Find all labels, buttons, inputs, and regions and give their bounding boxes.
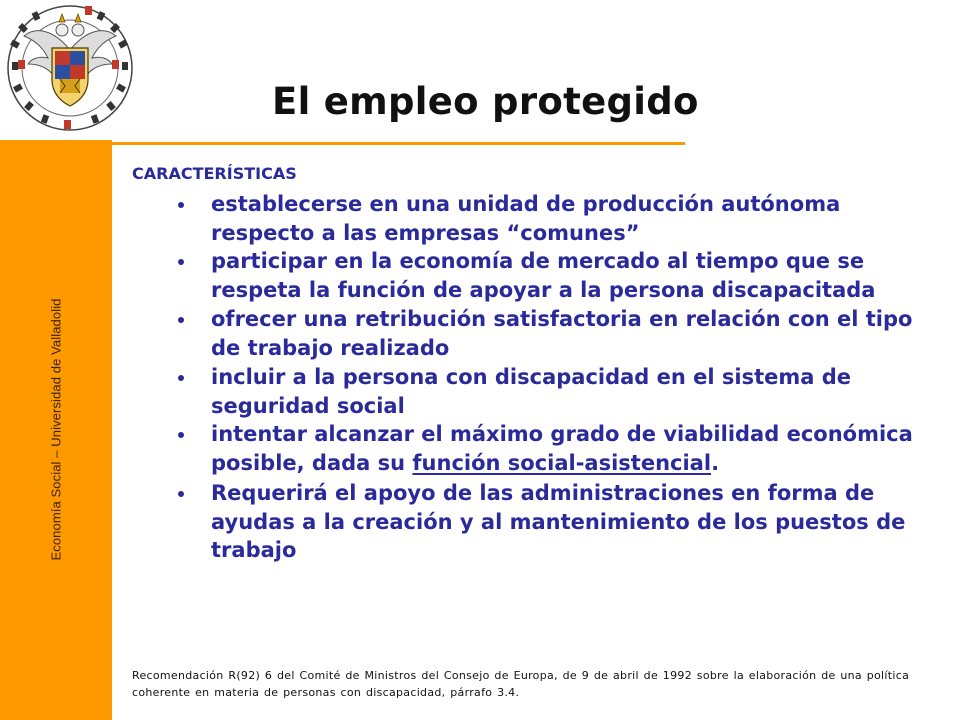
list-item-text: ofrecer una retribución satisfactoria en relación con el tipo de trabajo realizado [211,307,913,360]
characteristics-list [176,190,916,565]
bullet-dot-icon [176,257,186,267]
list-item [176,420,916,477]
bullet-dot-icon [176,315,186,325]
bullet-dot-icon [176,373,186,383]
list-item-text-start: intentar alcanzar el máximo grado de viabilidad económica posible, dada su [211,422,913,475]
bullet-dot-icon [176,489,186,499]
list-item-text: Requerirá el apoyo de las administraciones en forma de ayudas a la creación y al mantenimiento de los puestos de trabajo [211,481,906,562]
list-item [176,363,916,420]
university-crest-icon [0,0,140,140]
section-heading: CARACTERÍSTICAS [132,164,297,183]
slide-title: El empleo protegido [272,80,699,123]
list-item-text: establecerse en una unidad de producción autónoma respecto a las empresas “comunes” [211,192,841,245]
list-item [176,247,916,304]
list-item-text-end: . [711,450,720,475]
list-item [176,190,916,247]
list-item [176,479,916,565]
footnote: Recomendación R(92) 6 del Comité de Ministros del Consejo de Europa, de 9 de abril de 1992 sobre la elaboración de una política coherente en materia de personas con discapacidad, párrafo 3.4. [132,669,910,699]
list-item [176,305,916,362]
list-item-text: incluir a la persona con discapacidad en el sistema de seguridad social [211,365,852,418]
title-underline [112,142,685,145]
list-item-text: participar en la economía de mercado al tiempo que se respeta la función de apoyar a la persona discapacitada [211,249,876,302]
side-caption-text: Economía Social – Universidad de Valladolid [48,297,64,561]
bullet-dot-icon [176,200,186,210]
bullet-dot-icon [176,430,186,440]
underlined-term: función social-asistencial [412,450,712,475]
side-caption [42,188,70,670]
